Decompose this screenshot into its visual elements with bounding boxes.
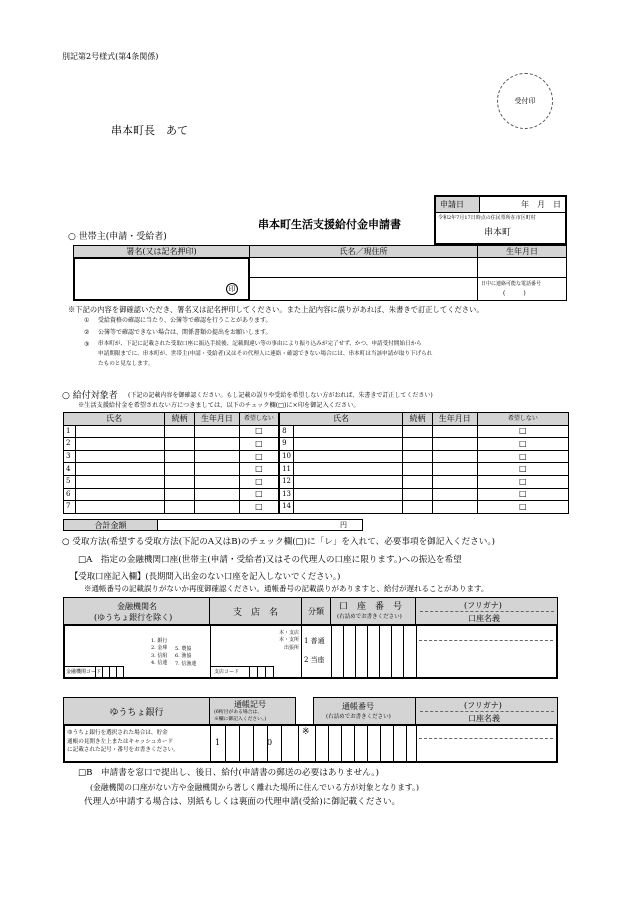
bank-name-sublabel: (ゆうちょ銀行を除く) [94, 613, 173, 622]
row-number: 4 [64, 463, 76, 476]
branch-header: 支 店 名 [209, 597, 302, 625]
holder-label: 口座名義 [468, 614, 500, 623]
row-number: 8 [279, 425, 293, 438]
account-holder-header [415, 597, 558, 625]
yucho-note-line-2: 通帳の見開き左上またはキャッシュカード [67, 738, 174, 745]
col-birth-right: 生年月日 [432, 413, 477, 426]
account-number-sublabel: (右詰めでお書きください) [337, 614, 402, 620]
row-number: 1 [64, 425, 76, 438]
relation-cell[interactable] [165, 463, 195, 476]
account-type-field[interactable] [302, 626, 331, 677]
decline-checkbox[interactable]: □ [477, 475, 568, 488]
birthdate-header: 生年月日 [477, 245, 567, 258]
branch-field[interactable] [211, 626, 301, 677]
name-cell[interactable] [293, 425, 402, 438]
birth-cell[interactable] [432, 488, 477, 501]
signature-header: 署名(又は記名押印) [73, 245, 250, 258]
birth-cell[interactable] [432, 450, 477, 463]
birth-cell[interactable] [195, 450, 240, 463]
yucho-body [63, 724, 558, 763]
decline-checkbox[interactable]: □ [477, 501, 568, 514]
table-row [64, 450, 569, 463]
note-3-line-a: 串本町が、下記に記載された受取口座に振込手続後、記載間違い等の事由により振り込みが完了せず、かつ、申請受付開始日から [98, 341, 422, 347]
phone-parens: ( ) [503, 290, 526, 297]
name-cell[interactable] [293, 438, 402, 451]
note-1-number: ① [84, 317, 90, 324]
decline-checkbox[interactable]: □ [239, 438, 279, 451]
reception-stamp-label: 受付印 [514, 97, 536, 105]
bank-name-field[interactable] [65, 626, 210, 677]
birth-cell[interactable] [195, 475, 240, 488]
coop-type-list [175, 646, 196, 668]
branch-type-office[interactable]: 出張所 [283, 644, 299, 651]
kana-label: (フリガナ) [464, 601, 502, 610]
row-number: 3 [64, 450, 76, 463]
branch-type-main[interactable]: 本・支店 [278, 630, 299, 636]
householder-heading: ○ 世帯主(申請・受給者) [68, 232, 167, 242]
recipients-table [63, 412, 569, 514]
yucho-number-label: 通帳番号 [342, 702, 374, 711]
birth-cell[interactable] [195, 438, 240, 451]
bank-account-table [63, 597, 558, 679]
decline-checkbox[interactable]: □ [477, 450, 568, 463]
name-cell[interactable] [293, 475, 402, 488]
note-3-line-b: 申請期限までに、串本町が、世帯主(申請・受給者)又はその代理人に連絡・確認できない場合には、串本町は当該申請が取り下げられ [98, 351, 433, 357]
row-number: 2 [64, 438, 76, 451]
receipt-heading: ○ 受取方法(希望する受取方法(下記のA又はB)のチェック欄(□)に「レ」を入れて、必要事項を御記入ください。) [62, 537, 495, 547]
birth-cell[interactable] [195, 463, 240, 476]
address-field[interactable] [249, 277, 478, 301]
form-title: 串本町生活支援給付金申請書 [258, 218, 401, 231]
coop-type-shingyoren[interactable]: 7. 信漁連 [175, 660, 197, 667]
note-3-number: ③ [84, 341, 90, 348]
agent-note: 代理人が申請する場合は、別紙もしくは裏面の代理申請(受給)に御記載ください。 [84, 797, 401, 807]
name-cell[interactable] [293, 501, 402, 514]
option-a[interactable]: □A 指定の金融機関口座(世帯主(申請・受給者)又はその代理人の口座に限ります。)への振込を希望 [78, 555, 462, 565]
table-row [64, 425, 569, 438]
col-decline-left: 希望しない [239, 413, 279, 426]
account-number-label: 口 座 番 号 [339, 602, 403, 612]
seal-mark: 印 [226, 283, 238, 295]
yucho-note [67, 729, 179, 755]
relation-cell[interactable] [165, 501, 195, 514]
name-cell[interactable] [75, 501, 164, 514]
table-row [64, 463, 569, 476]
name-cell[interactable] [75, 475, 164, 488]
coop-type-jf[interactable]: 6. 漁協 [175, 653, 192, 660]
bank-account-body [63, 624, 558, 679]
row-number: 6 [64, 488, 76, 501]
bank-type-credit-union[interactable]: 3. 信組 [151, 652, 168, 659]
option-b-note: (金融機関の口座がない方や金融機関から著しく離れた場所に住んでいる方が対象となります。) [90, 783, 420, 792]
birth-cell[interactable] [195, 488, 240, 501]
bank-name-label: 金融機関名 [117, 602, 157, 611]
birth-cell[interactable] [195, 425, 240, 438]
relation-cell[interactable] [403, 488, 433, 501]
phone-label: 日中に連絡可能な電話番号 [481, 281, 542, 287]
decline-checkbox[interactable]: □ [477, 463, 568, 476]
total-amount-row [63, 519, 363, 531]
table-row [64, 501, 569, 514]
coop-type-ja[interactable]: 5. 農協 [175, 646, 192, 652]
birth-cell[interactable] [432, 425, 477, 438]
yucho-note-line-3: に記載された記号・番号をお書きください。 [67, 747, 179, 754]
decline-checkbox[interactable]: □ [239, 475, 279, 488]
relation-cell[interactable] [165, 475, 195, 488]
name-cell[interactable] [75, 463, 164, 476]
form-number: 別記第2号様式(第4条関係) [62, 52, 159, 61]
yucho-mark-field[interactable] [211, 726, 298, 761]
note-3-line-c: たものと見なします。 [98, 361, 154, 367]
birth-cell[interactable] [432, 475, 477, 488]
row-number: 13 [279, 488, 293, 501]
name-field[interactable] [249, 257, 478, 278]
decline-checkbox[interactable]: □ [239, 488, 279, 501]
yucho-digit-0: 0 [267, 738, 273, 747]
option-b[interactable]: □B 申請書を窓口で提出し、後日、給付(申請書の郵送の必要はありません。) [78, 768, 379, 778]
relation-cell[interactable] [403, 438, 433, 451]
decline-checkbox[interactable]: □ [239, 425, 279, 438]
application-date-box [434, 195, 567, 245]
yucho-holder-header [415, 697, 558, 725]
decline-checkbox[interactable]: □ [239, 501, 279, 514]
yucho-mark-label: 通帳記号 [234, 700, 266, 709]
yucho-holder-field[interactable] [417, 726, 556, 761]
branch-type-sub[interactable]: 本・支所 [278, 637, 299, 644]
application-date-label: 申請日 [436, 197, 480, 213]
total-amount-field[interactable] [157, 519, 363, 531]
table-row [64, 475, 569, 488]
bank-type-shinren[interactable]: 4. 信連 [151, 659, 168, 666]
col-decline-right: 希望しない [477, 413, 568, 426]
total-amount-label: 合計金額 [63, 519, 158, 531]
application-date-ymd[interactable]: 年 月 日 [480, 197, 565, 213]
decline-checkbox[interactable]: □ [477, 488, 568, 501]
name-address-header: 氏名／現住所 [249, 245, 478, 258]
decline-checkbox[interactable]: □ [477, 438, 568, 451]
yucho-asterisk: ※ [302, 727, 310, 737]
bank-code-label: 金融機関コード [66, 669, 102, 675]
name-cell[interactable] [293, 463, 402, 476]
account-heading: 【受取口座記入欄】(長期間入出金のない口座を記入しないでください。) [70, 571, 341, 581]
yucho-mark-sub1: (6桁目がある場合は、 [214, 710, 263, 715]
yucho-mark-header [209, 697, 296, 725]
yucho-number-field[interactable] [315, 726, 416, 761]
yucho-digit-1: 1 [215, 738, 221, 747]
note-2: 公簿等で確認できない場合は、関係書類の提出をお願いします。 [98, 329, 272, 336]
yucho-kana-label: (フリガナ) [464, 701, 502, 710]
recipients-heading-note: (下記の記載内容を御確認ください。もし記載の誤りや受給を希望しない方がおれば、朱書きで訂正してください) [128, 392, 433, 399]
decline-checkbox[interactable]: □ [239, 463, 279, 476]
row-number: 5 [64, 475, 76, 488]
branch-type-list [279, 630, 299, 652]
birth-cell[interactable] [432, 463, 477, 476]
yucho-header: ゆうちょ銀行 [63, 697, 210, 725]
name-cell[interactable] [75, 438, 164, 451]
addressee: 串本町長 あて [111, 124, 188, 137]
row-number: 9 [279, 438, 293, 451]
recipients-header-row [64, 413, 569, 426]
account-type-savings[interactable]: 1 普通 [304, 637, 325, 645]
row-number: 11 [279, 463, 293, 476]
address-note: 令和2年7月17日時点の住民票所在市区町村 [438, 215, 536, 221]
account-number-header [330, 597, 416, 625]
notes-intro: ※下記の内容を御確認いただき、署名又は記名押印してください。また上記内容に誤りがあれば、朱書きで訂正してください。 [68, 305, 484, 314]
table-row [64, 438, 569, 451]
householder-table [73, 245, 567, 301]
bank-type-bank[interactable]: 1. 銀行 [151, 638, 168, 644]
col-name-right: 氏名 [279, 413, 403, 426]
bank-name-header [63, 597, 210, 625]
relation-cell[interactable] [403, 463, 433, 476]
relation-cell[interactable] [165, 450, 195, 463]
yucho-account-table [63, 697, 558, 763]
relation-cell[interactable] [403, 475, 433, 488]
account-number-field[interactable] [331, 626, 416, 677]
relation-cell[interactable] [403, 425, 433, 438]
col-relation-right: 続柄 [403, 413, 433, 426]
row-number: 14 [279, 501, 293, 514]
name-cell[interactable] [75, 450, 164, 463]
table-row [64, 488, 569, 501]
signature-field[interactable] [73, 257, 250, 301]
name-cell[interactable] [293, 450, 402, 463]
col-birth-left: 生年月日 [195, 413, 240, 426]
relation-cell[interactable] [403, 450, 433, 463]
row-number: 12 [279, 475, 293, 488]
bank-type-shinkin[interactable]: 2. 金庫 [151, 645, 168, 652]
col-relation-left: 続柄 [165, 413, 195, 426]
row-number: 10 [279, 450, 293, 463]
relation-cell[interactable] [165, 488, 195, 501]
name-cell[interactable] [75, 425, 164, 438]
birth-cell[interactable] [195, 501, 240, 514]
yucho-note-line-1: ゆうちょ銀行を選択された場合は、貯金 [67, 730, 168, 736]
account-note: ※通帳番号の記載誤りがないか再度御確認ください。通帳番号の記載誤りがありますと、給付が遅れることがあります。 [84, 584, 489, 593]
type-header: 分類 [301, 597, 331, 625]
note-2-number: ② [84, 329, 90, 336]
relation-cell[interactable] [165, 425, 195, 438]
account-type-checking[interactable]: 2 当座 [304, 656, 325, 664]
row-number: 7 [64, 501, 76, 514]
note-1: 受給資格の確認に当たり、公簿等で確認を行うことがあります。 [98, 317, 272, 324]
decline-checkbox[interactable]: □ [477, 425, 568, 438]
yucho-number-header [313, 697, 416, 725]
birth-cell[interactable] [432, 438, 477, 451]
recipients-subnote: ※生活支援給付金を希望されない方につきましては、以下のチェック欄(□)に×印を御記入ください。 [78, 402, 360, 409]
birthdate-field[interactable] [477, 257, 567, 278]
account-holder-field[interactable] [417, 626, 556, 677]
branch-code-label: 支店コード [214, 669, 240, 675]
reception-stamp-circle [497, 73, 553, 129]
total-amount-unit: 円 [340, 521, 347, 529]
decline-checkbox[interactable]: □ [239, 450, 279, 463]
relation-cell[interactable] [403, 501, 433, 514]
yucho-holder-label: 口座名義 [468, 714, 500, 723]
name-cell[interactable] [293, 488, 402, 501]
bank-type-list [151, 638, 167, 667]
yucho-number-sublabel: (右詰めでお書きください) [326, 714, 391, 720]
recipients-heading: ○ 給付対象者 [62, 391, 118, 401]
birth-cell[interactable] [432, 501, 477, 514]
yucho-mark-sub2: ※欄に御記入ください。) [214, 717, 267, 722]
name-cell[interactable] [75, 488, 164, 501]
relation-cell[interactable] [165, 438, 195, 451]
phone-field[interactable] [477, 277, 567, 301]
col-name-left: 氏名 [64, 413, 165, 426]
town-name: 串本町 [484, 228, 512, 238]
